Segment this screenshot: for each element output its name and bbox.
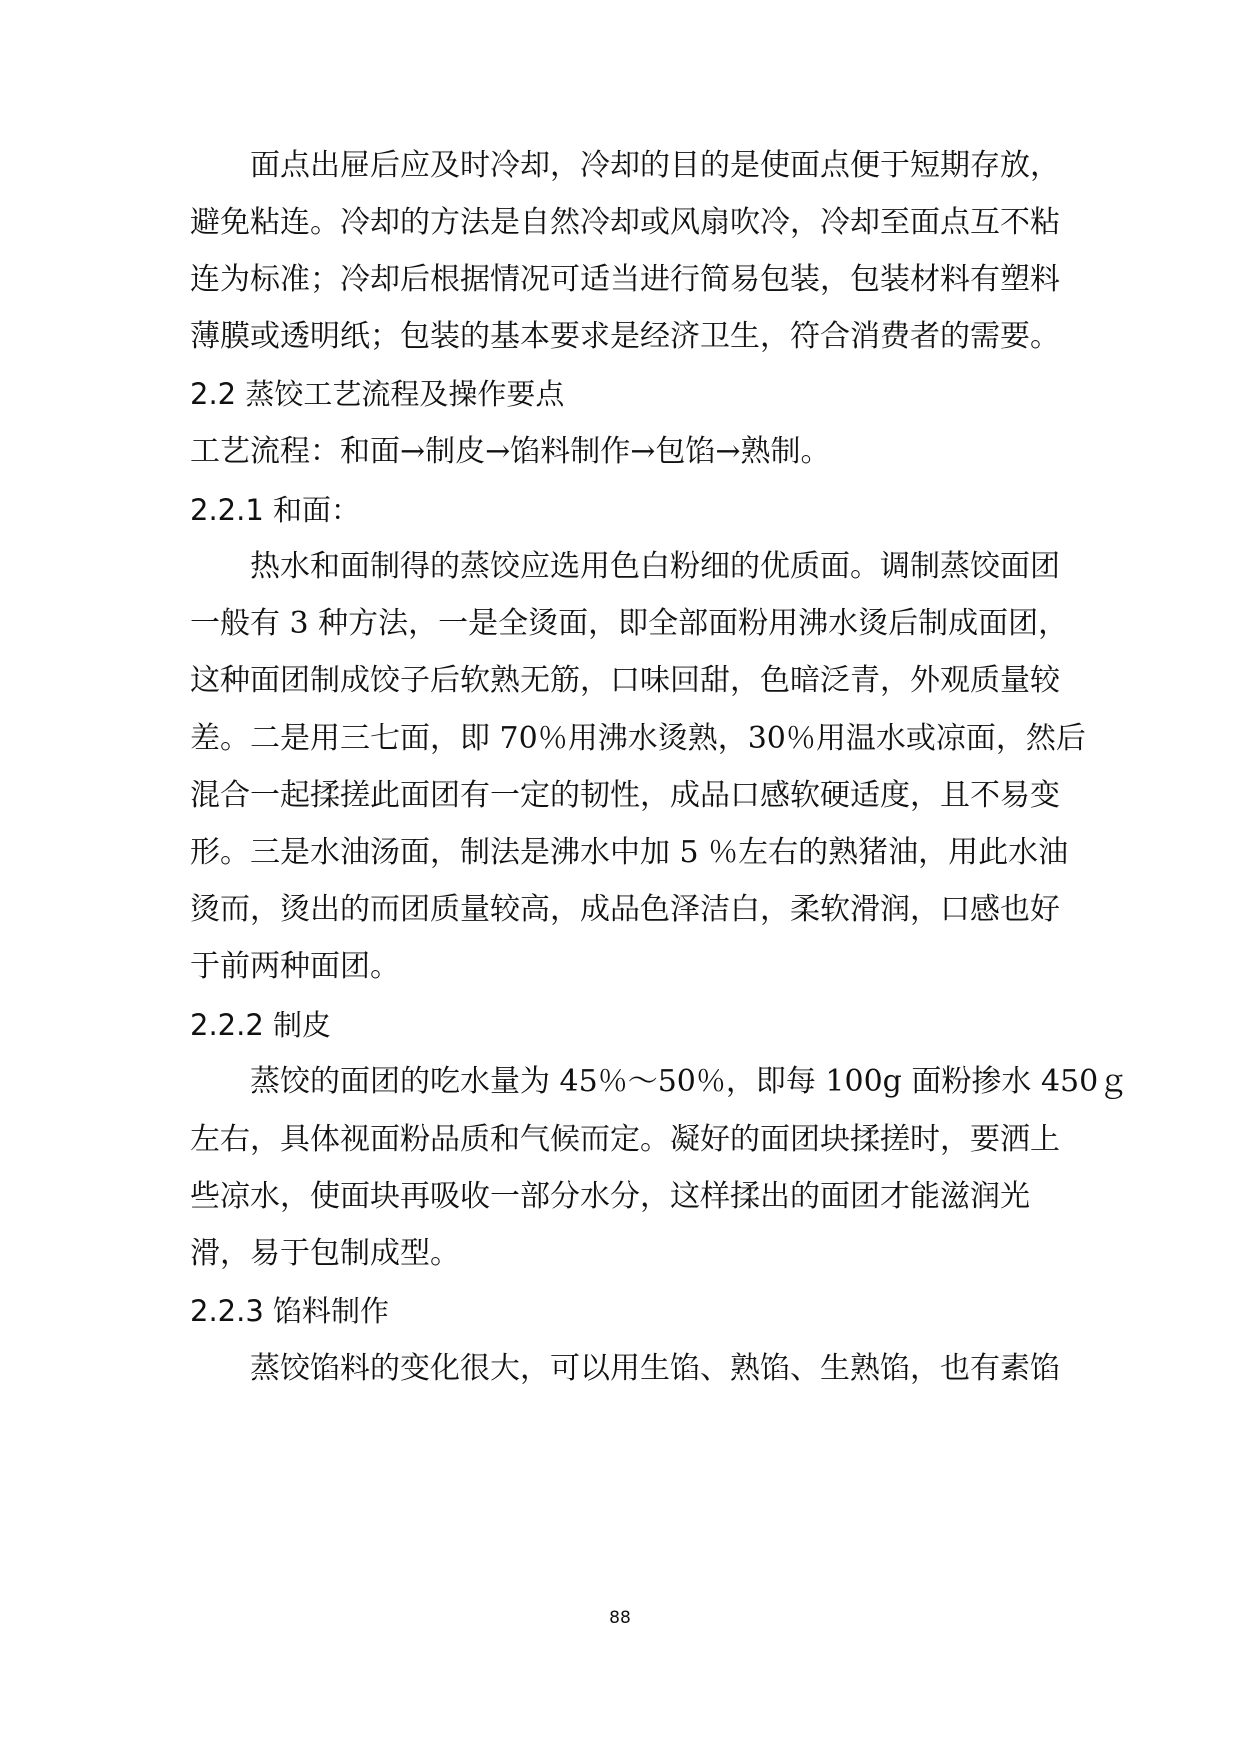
paragraph-line: 这种面团制成饺子后软熟无筋，口味回甜，色暗泛青，外观质量较 [190, 663, 1060, 698]
paragraph-line: 热水和面制得的蒸饺应选用色白粉细的优质面。调制蒸饺面团 [190, 549, 1060, 584]
paragraph-line: 连为标准；冷却后根据情况可适当进行简易包装，包装材料有塑料 [190, 262, 1060, 297]
section-heading: 2.2.1 和面： [190, 493, 361, 527]
section-heading: 2.2.2 制皮 [190, 1008, 332, 1042]
paragraph-line: 差。二是用三七面，即 70％用沸水烫熟，30％用温水或凉面，然后 [190, 721, 1086, 756]
paragraph-line: 工艺流程：和面→制皮→馅料制作→包馅→熟制。 [190, 434, 831, 469]
paragraph-line: 滑，易于包制成型。 [190, 1236, 460, 1271]
paragraph-line: 面点出屉后应及时冷却，冷却的目的是使面点便于短期存放， [190, 148, 1060, 183]
paragraph-line: 形。三是水油汤面，制法是沸水中加 5 ％左右的熟猪油，用此水油 [190, 835, 1069, 870]
paragraph-line: 蒸饺的面团的吃水量为 45％～50％，即每 100g 面粉掺水 450ｇ [190, 1064, 1129, 1099]
paragraph-line: 于前两种面团。 [190, 949, 400, 984]
paragraph-line: 一般有 3 种方法，一是全烫面，即全部面粉用沸水烫后制成面团， [190, 606, 1069, 641]
paragraph-line: 些凉水，使面块再吸收一部分水分，这样揉出的面团才能滋润光 [190, 1179, 1030, 1214]
page-number: 88 [609, 1608, 631, 1628]
section-heading: 2.2 蒸饺工艺流程及操作要点 [190, 377, 565, 411]
paragraph-line: 避免粘连。冷却的方法是自然冷却或风扇吹冷，冷却至面点互不粘 [190, 205, 1060, 240]
paragraph-line: 蒸饺馅料的变化很大，可以用生馅、熟馅、生熟馅，也有素馅 [190, 1351, 1060, 1386]
paragraph-line: 烫而，烫出的而团质量较高，成品色泽洁白，柔软滑润，口感也好 [190, 892, 1060, 927]
paragraph-line: 薄膜或透明纸；包装的基本要求是经济卫生，符合消费者的需要。 [190, 319, 1060, 354]
paragraph-line: 左右，具体视面粉品质和气候而定。凝好的面团块揉搓时，要洒上 [190, 1122, 1060, 1157]
section-heading: 2.2.3 馅料制作 [190, 1294, 390, 1328]
paragraph-line: 混合一起揉搓此面团有一定的韧性，成品口感软硬适度，且不易变 [190, 778, 1060, 813]
